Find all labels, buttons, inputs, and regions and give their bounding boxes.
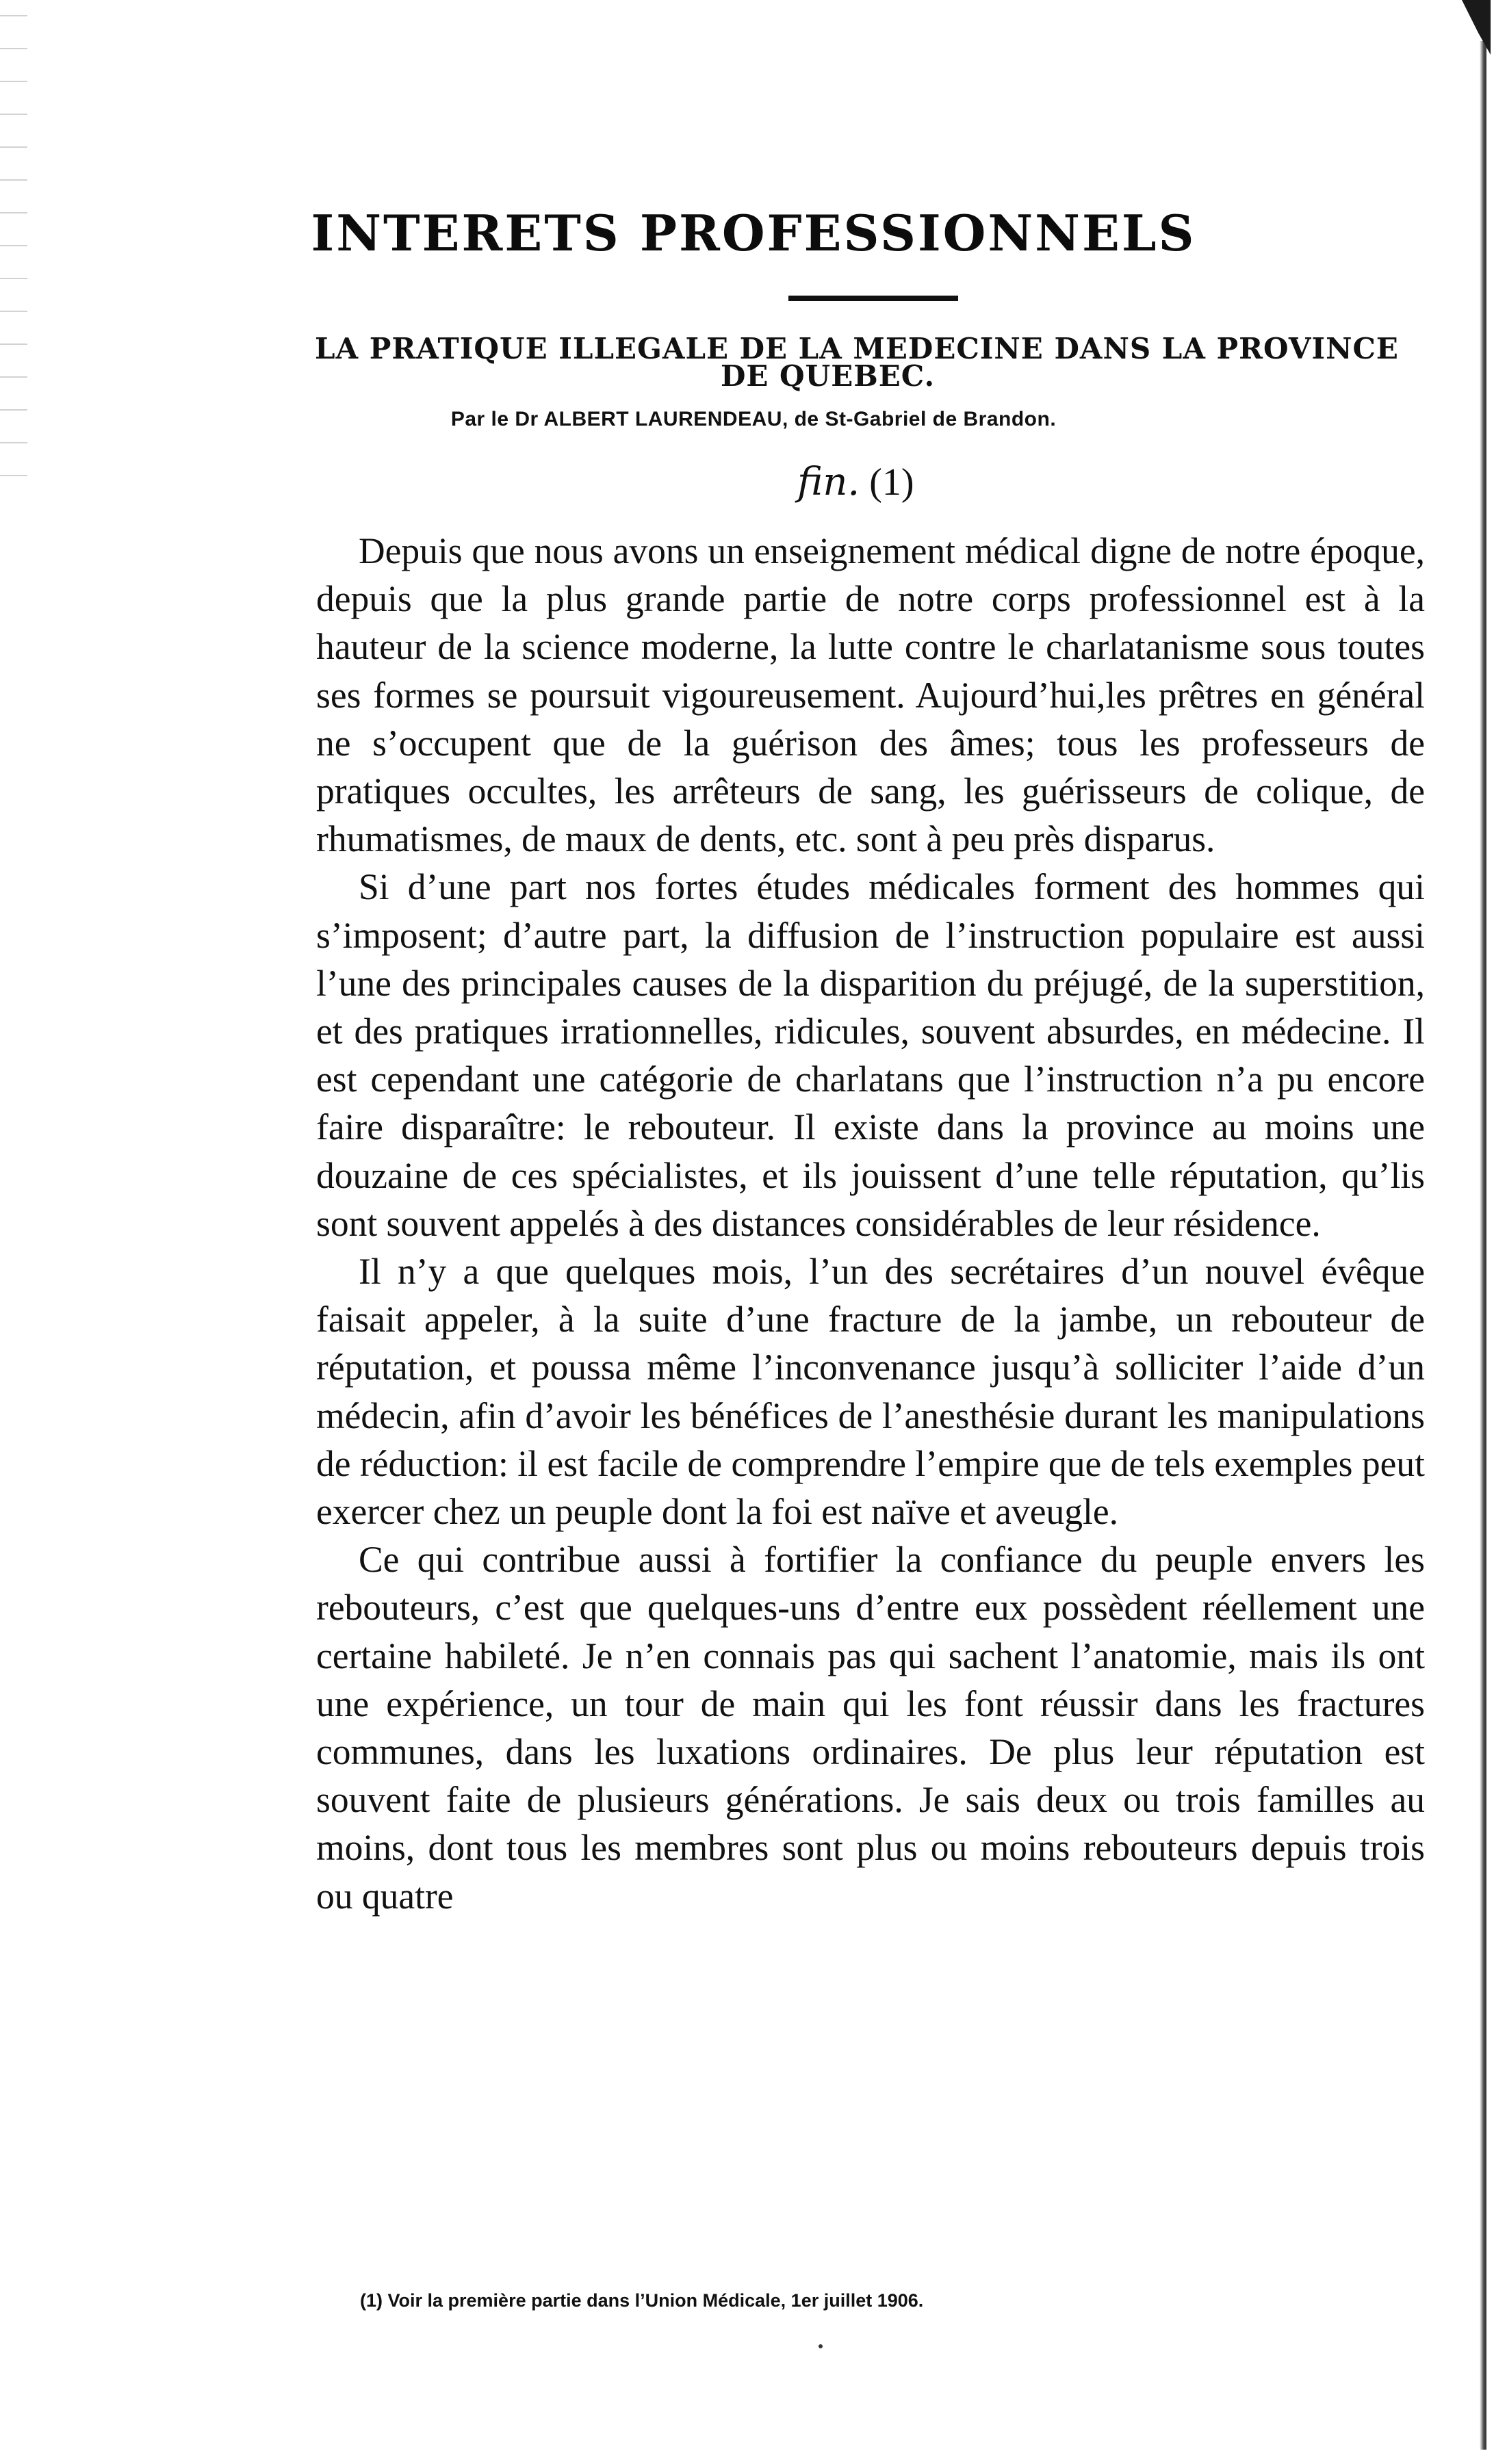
continuation-marker bbox=[797, 460, 914, 504]
paragraph-1: Depuis que nous avons un enseignement médical digne de notre époque, depuis que la plus grande partie de notre corps professionnel est à la hauteur de la science moderne, la lutte contre le charlatanisme sous toutes ses formes se poursuit vigoureusement. Aujourd’hui,les prêtres en général ne s’occupent que de la guérison des âmes; tous les professeurs de pratiques occultes, les arrêteurs de sang, les guérisseurs de colique, de rhumatismes, de maux de dents, etc. sont à peu près disparus. bbox=[316, 530, 1425, 860]
title-divider bbox=[788, 296, 958, 301]
fin-label: fin. bbox=[797, 460, 860, 504]
footnote: (1) Voir la première partie dans l’Union Médicale, 1er juillet 1906. bbox=[360, 2290, 924, 2311]
article-title bbox=[315, 332, 1444, 393]
footnote-reference: (1) bbox=[869, 461, 914, 504]
scan-edge-right bbox=[1480, 41, 1486, 2450]
article-title-line-1: LA PRATIQUE ILLEGALE DE LA MEDECINE DANS LA PROVINCE bbox=[315, 332, 1399, 365]
page-speck bbox=[819, 2344, 823, 2348]
paragraph-2: Si d’une part nos fortes études médicales forment des hommes qui s’imposent; d’autre part, la diffusion de l’instruction populaire est aussi l’une des principales causes de la disparition du préjugé, de la superstition, et des pratiques irrationnelles, ridicules, souvent absurdes, en médecine. Il est cependant une catégorie de charlatans que l’instruction n’a pu encore faire disparaître: le rebouteur. Il existe dans la province au moins une douzaine de ces spécialistes, et ils jouissent d’une telle réputation, qu’lis sont souvent appelés à des distances considérables de leur résidence. bbox=[316, 866, 1425, 1244]
article-title-line-2: DE QUEBEC. bbox=[721, 359, 936, 393]
article-body bbox=[316, 527, 1425, 1920]
author-byline: Par le Dr ALBERT LAURENDEAU, de St-Gabriel de Brandon. bbox=[450, 408, 1057, 430]
paragraph-4: Ce qui contribue aussi à fortifier la confiance du peuple envers les rebouteurs, c’est que quelques-uns d’entre eux possèdent réellement une certaine habileté. Je n’en connais pas qui sachent l’anatomie, mais ils ont une expérience, un tour de main qui les font réussir dans les fractures communes, dans les luxations ordinaires. De plus leur réputation est souvent faite de plusieurs générations. Je sais deux ou trois familles au moins, dont tous les membres sont plus ou moins rebouteurs depuis trois ou quatre bbox=[316, 1539, 1425, 1917]
paragraph-3: Il n’y a que quelques mois, l’un des secrétaires d’un nouvel évêque faisait appeler, à la suite d’une fracture de la jambe, un rebouteur de réputation, et poussa même l’inconvenance jusqu’à solliciter l’aide d’un médecin, afin d’avoir les bénéfices de l’anesthésie durant les manipulations de réduction: il est facile de comprendre l’empire que de tels exemples peut exercer chez un peuple dont la foi est naïve et aveugle. bbox=[316, 1251, 1425, 1533]
section-title: INTERETS PROFESSIONNELS bbox=[311, 204, 1196, 262]
